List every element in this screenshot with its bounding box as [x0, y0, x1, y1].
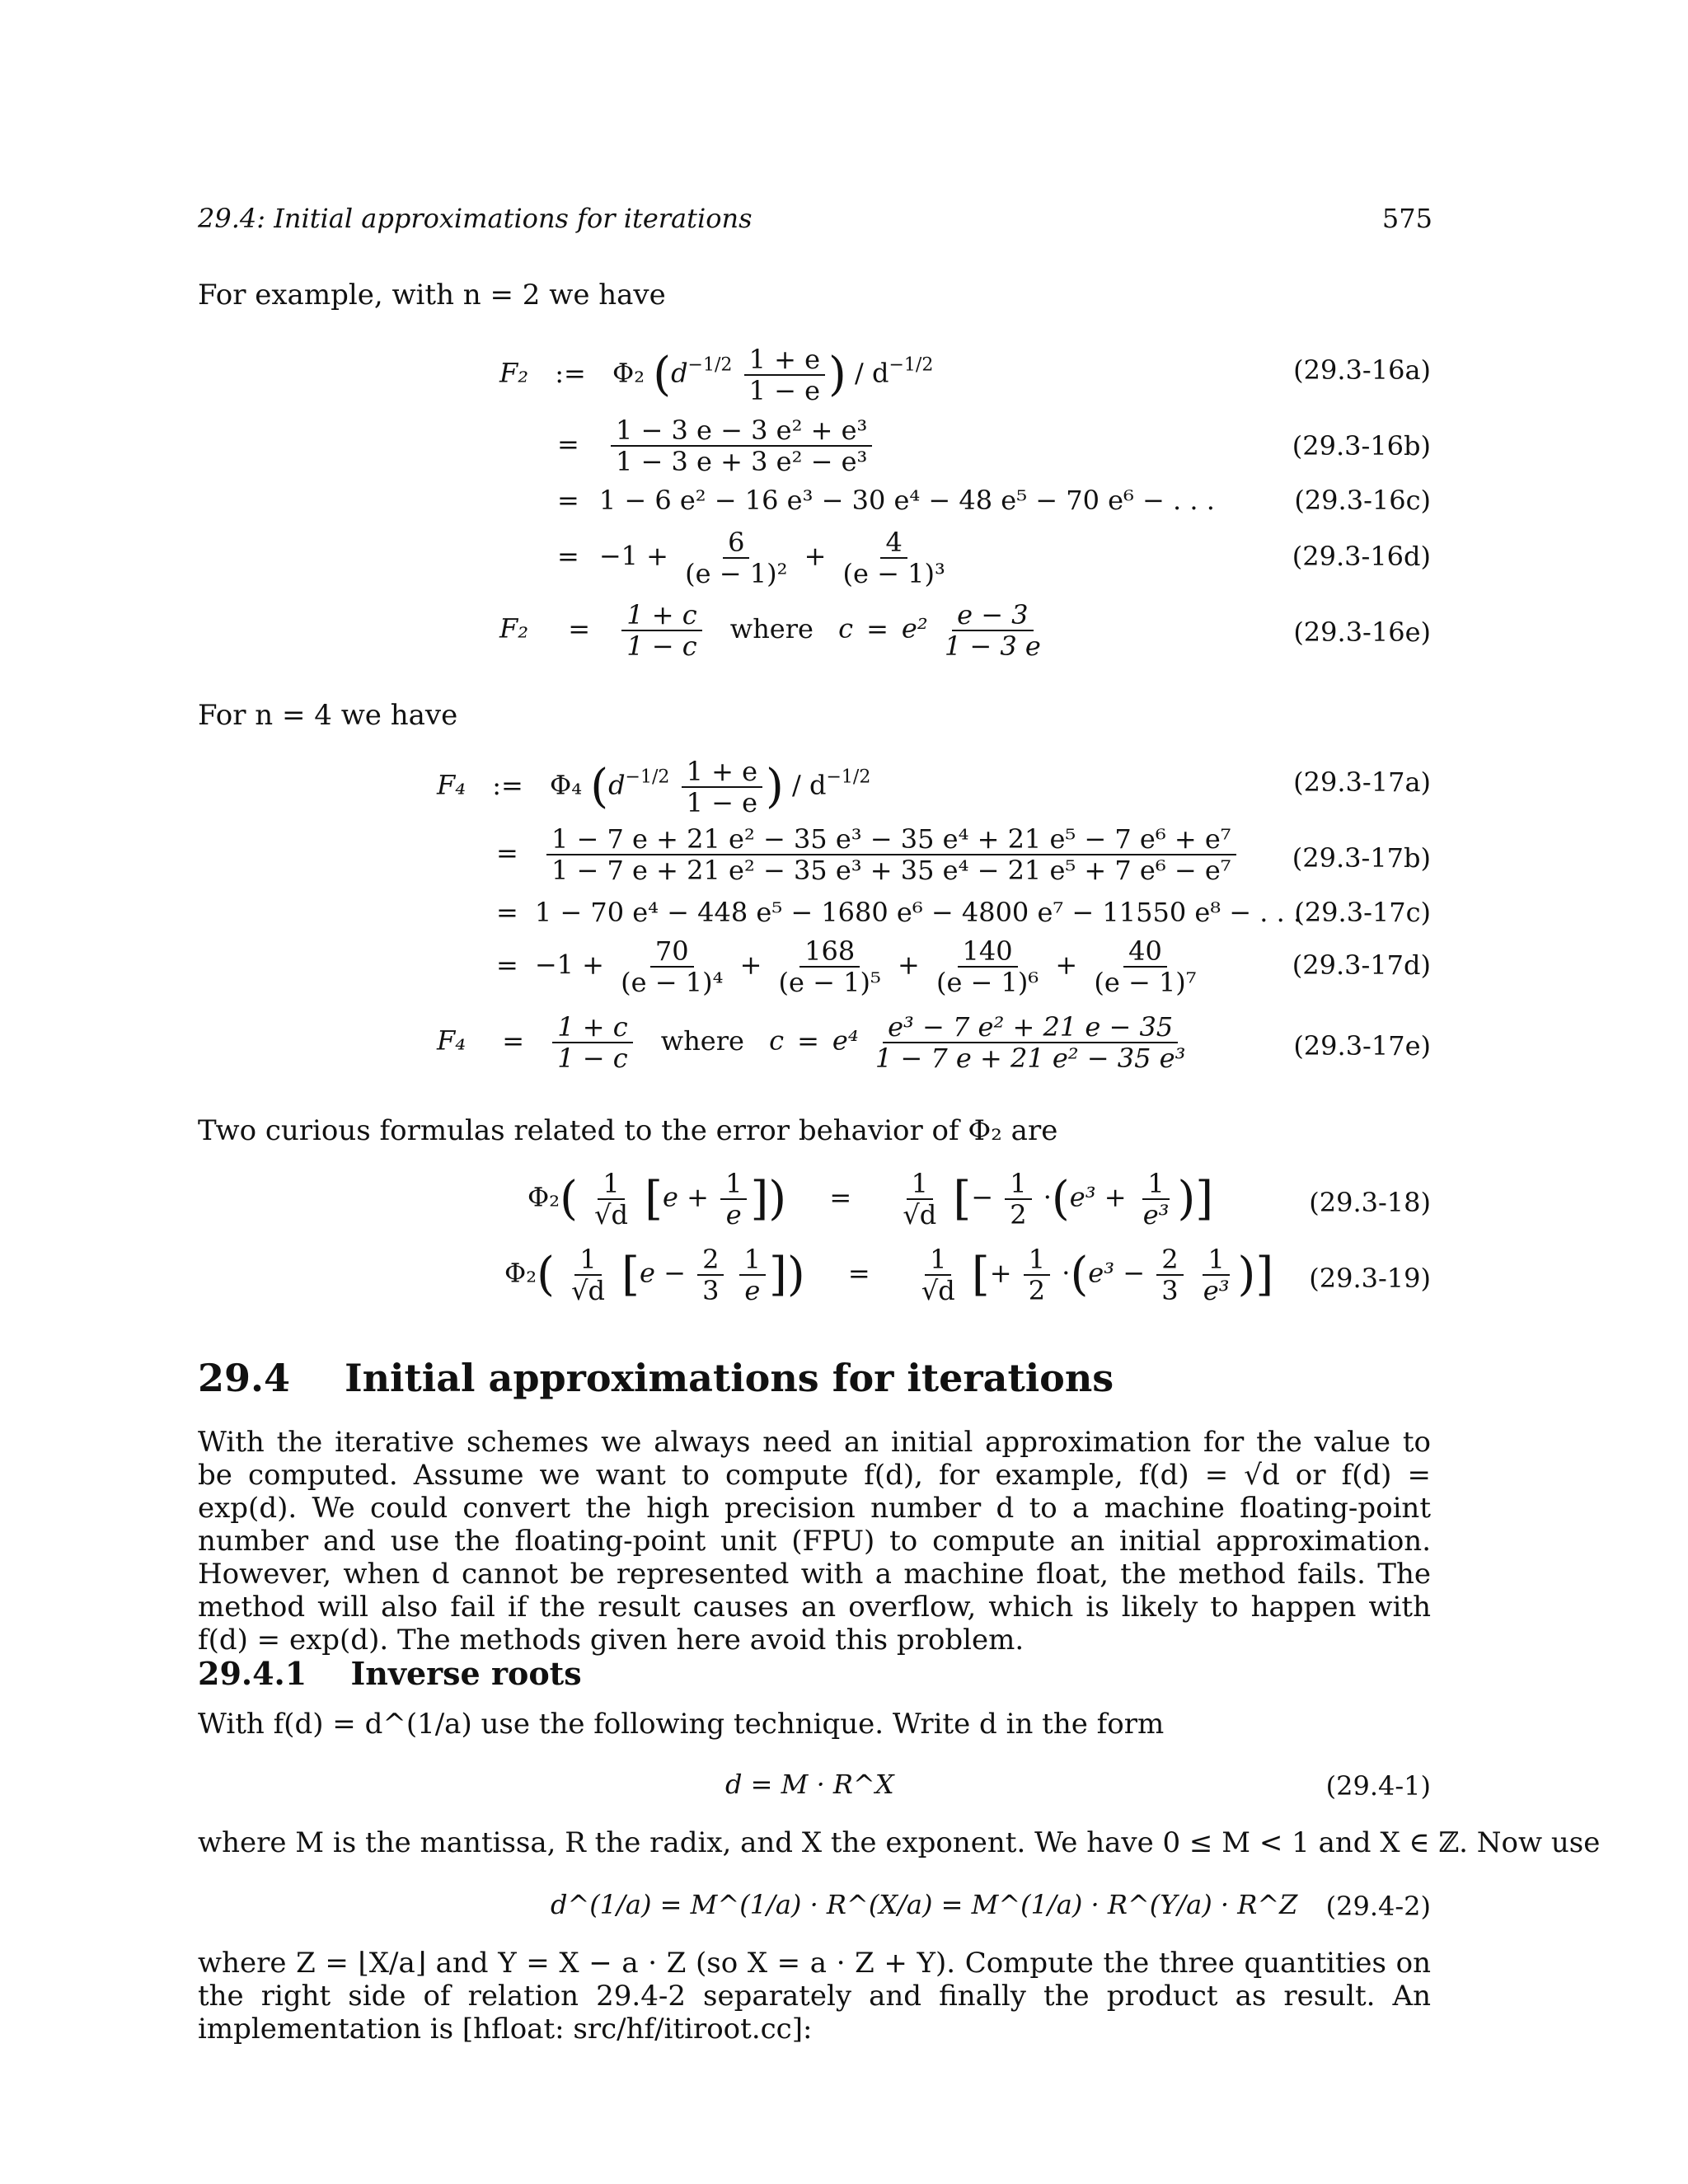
eq16b-fraction: $\frac{\text{1 − 3 e − 3 e² + e³}}{\text{1 − 3 e + 3 e² − e³}}$: [611, 415, 872, 476]
eq16a-fraction: $\frac{1 + e}{1 - e}$: [744, 344, 825, 405]
eq17b-label: (29.3-17b): [1292, 842, 1431, 874]
section-heading: [198, 1356, 1114, 1400]
eq29-4-1: d = M · R^X: [725, 1769, 894, 1800]
eq29-4-2: d^(1/a) = M^(1/a) · R^(X/a) = M^(1/a) · R^(Y/a) · R^Z: [551, 1889, 1298, 1920]
eq17a-label: (29.3-17a): [1293, 766, 1431, 798]
eq17b: = $\frac{\text{1 − 7 e + 21 e² − 35 e³ − 35 e⁴ + 21 e⁵ − 7 e⁶ + e⁷}}{\text{1 − 7 e + 21 e² − 35 e³ + 35 e⁴ − 21 e⁵ + 7 e⁶ − e⁷}}$: [496, 824, 1240, 885]
eq18: Φ₂( $\frac{1}{√d}$ [e + $\frac{1}{e}$ ]) = $\frac{1}{√d}$ [− $\frac{1}{2}$ ·(e³ + $\frac{1}{\text{e³}}$ )]: [528, 1168, 1214, 1230]
eq19-label: (29.3-19): [1309, 1263, 1431, 1294]
section-paragraph: With the iterative schemes we always need an initial approximation for the value to be computed. Assume we want to compute f(d), for example, f(d) = √d or f(d) = exp(d). We could convert the high precision number d to a machine floating-point number and use the floating-point unit (FPU) to compute an initial approximation. However, when d cannot be represented with a machine float, the method fails. The method will also fail if the result causes an overflow, which is likely to happen with f(d) = exp(d). The methods given here avoid this problem.: [198, 1426, 1431, 1657]
eq29-4-1-label: (29.4-1): [1325, 1770, 1431, 1802]
eq16c: = 1 − 6 e² − 16 e³ − 30 e⁴ − 48 e⁵ − 70 e⁶ − . . .: [557, 485, 1215, 516]
eq16e-label: (29.3-16e): [1293, 616, 1431, 648]
section-title: Initial approximations for iterations: [345, 1356, 1114, 1400]
running-header-title: 29.4: Initial approximations for iterations: [198, 203, 753, 234]
eq19: Φ₂( $\frac{1}{√d}$ [e − $\frac{2}{3}$ $\frac{1}{e}$ ]) = $\frac{1}{√d}$ [+ $\frac{1}{2}$ ·(e³ − $\frac{2}{3}$ $\frac{1}{\text{e³}}$ )]: [504, 1244, 1274, 1306]
eq16d-label: (29.3-16d): [1292, 541, 1431, 572]
eq17e-label: (29.3-17e): [1293, 1030, 1431, 1062]
subsection-p2: where M is the mantissa, R the radix, and X the exponent. We have 0 ≤ M < 1 and X ∈ ℤ. Now use: [198, 1826, 1601, 1859]
eq17c-label: (29.3-17c): [1294, 897, 1431, 928]
eq16c-label: (29.3-16c): [1294, 485, 1431, 516]
eq16e: F₂ = $\frac{1 + c}{1 - c}$ where c = e² $\frac{e - 3}{1 - 3 e}$: [499, 599, 1041, 662]
eq16b: = $\frac{\text{1 − 3 e − 3 e² + e³}}{\text{1 − 3 e + 3 e² − e³}}$: [557, 415, 875, 476]
eq16a-label: (29.3-16a): [1293, 354, 1431, 386]
eq17c: = 1 − 70 e⁴ − 448 e⁵ − 1680 e⁶ − 4800 e⁷ − 11550 e⁸ − . . .: [496, 897, 1302, 928]
subsection-heading: [198, 1655, 582, 1692]
page-number: 575: [1381, 203, 1432, 234]
subsection-p3: where Z = ⌊X/a⌋ and Y = X − a · Z (so X = a · Z + Y). Compute the three quantities on the right side of relation 29.4-2 separately and finally the product as result. An implementation is [hfloat: src/hf/itiroot.cc]:: [198, 1947, 1431, 2046]
subsection-number: 29.4.1: [198, 1655, 307, 1692]
eq16a-lhs: F₂: [499, 357, 529, 389]
curious-intro: Two curious formulas related to the error behavior of Φ₂ are: [198, 1114, 1058, 1147]
eq17e: F₄ = $\frac{1 + c}{1 - c}$ where c = e⁴ $\frac{\text{e³ − 7 e² + 21 e − 35}}{\text{1 − 7 e + 21 e² − 35 e³}}$: [437, 1011, 1186, 1074]
eq16a-op: :=: [555, 357, 586, 389]
eq16a-post: / d: [855, 357, 889, 389]
eq16b-label: (29.3-16b): [1292, 430, 1431, 462]
eq16c-series: 1 − 6 e² − 16 e³ − 30 e⁴ − 48 e⁵ − 70 e⁶ − . . .: [598, 485, 1215, 516]
eq29-4-2-label: (29.4-2): [1325, 1891, 1431, 1922]
eq16a: F₂ := Φ₂ ($d^{-1/2}$ $\frac{1 + e}{1 - e}$ ) / $d^{-1/2}$: [499, 344, 934, 406]
eq16a-base: d: [671, 357, 688, 389]
eq17d-label: (29.3-17d): [1292, 949, 1431, 981]
eq16d: = −1 + $\frac{6}{\text{(e − 1)²}}$ + $\frac{4}{\text{(e − 1)³}}$: [557, 527, 945, 589]
eq16a-phi: Φ₂: [612, 357, 645, 389]
intro-n4: For n = 4 we have: [198, 699, 458, 732]
subsection-p1: With f(d) = d^(1/a) use the following technique. Write d in the form: [198, 1708, 1165, 1741]
eq16a-exp: −1/2: [687, 354, 733, 376]
intro-n2: For example, with n = 2 we have: [198, 279, 666, 312]
eq18-label: (29.3-18): [1309, 1187, 1431, 1218]
eq17d: = −1 + $\frac{70}{\text{(e − 1)⁴}}$ + $\frac{168}{\text{(e − 1)⁵}}$ + $\frac{140}{\text{(e − 1)⁶}}$ + $\frac{40}{\text{(e − 1)⁷}}$: [496, 935, 1197, 998]
eq17a: F₄ := Φ₄ ($d^{-1/2}$ $\frac{1 + e}{1 - e}$ ) / $d^{-1/2}$: [437, 756, 871, 818]
section-number: 29.4: [198, 1356, 291, 1400]
subsection-title: Inverse roots: [350, 1655, 582, 1692]
